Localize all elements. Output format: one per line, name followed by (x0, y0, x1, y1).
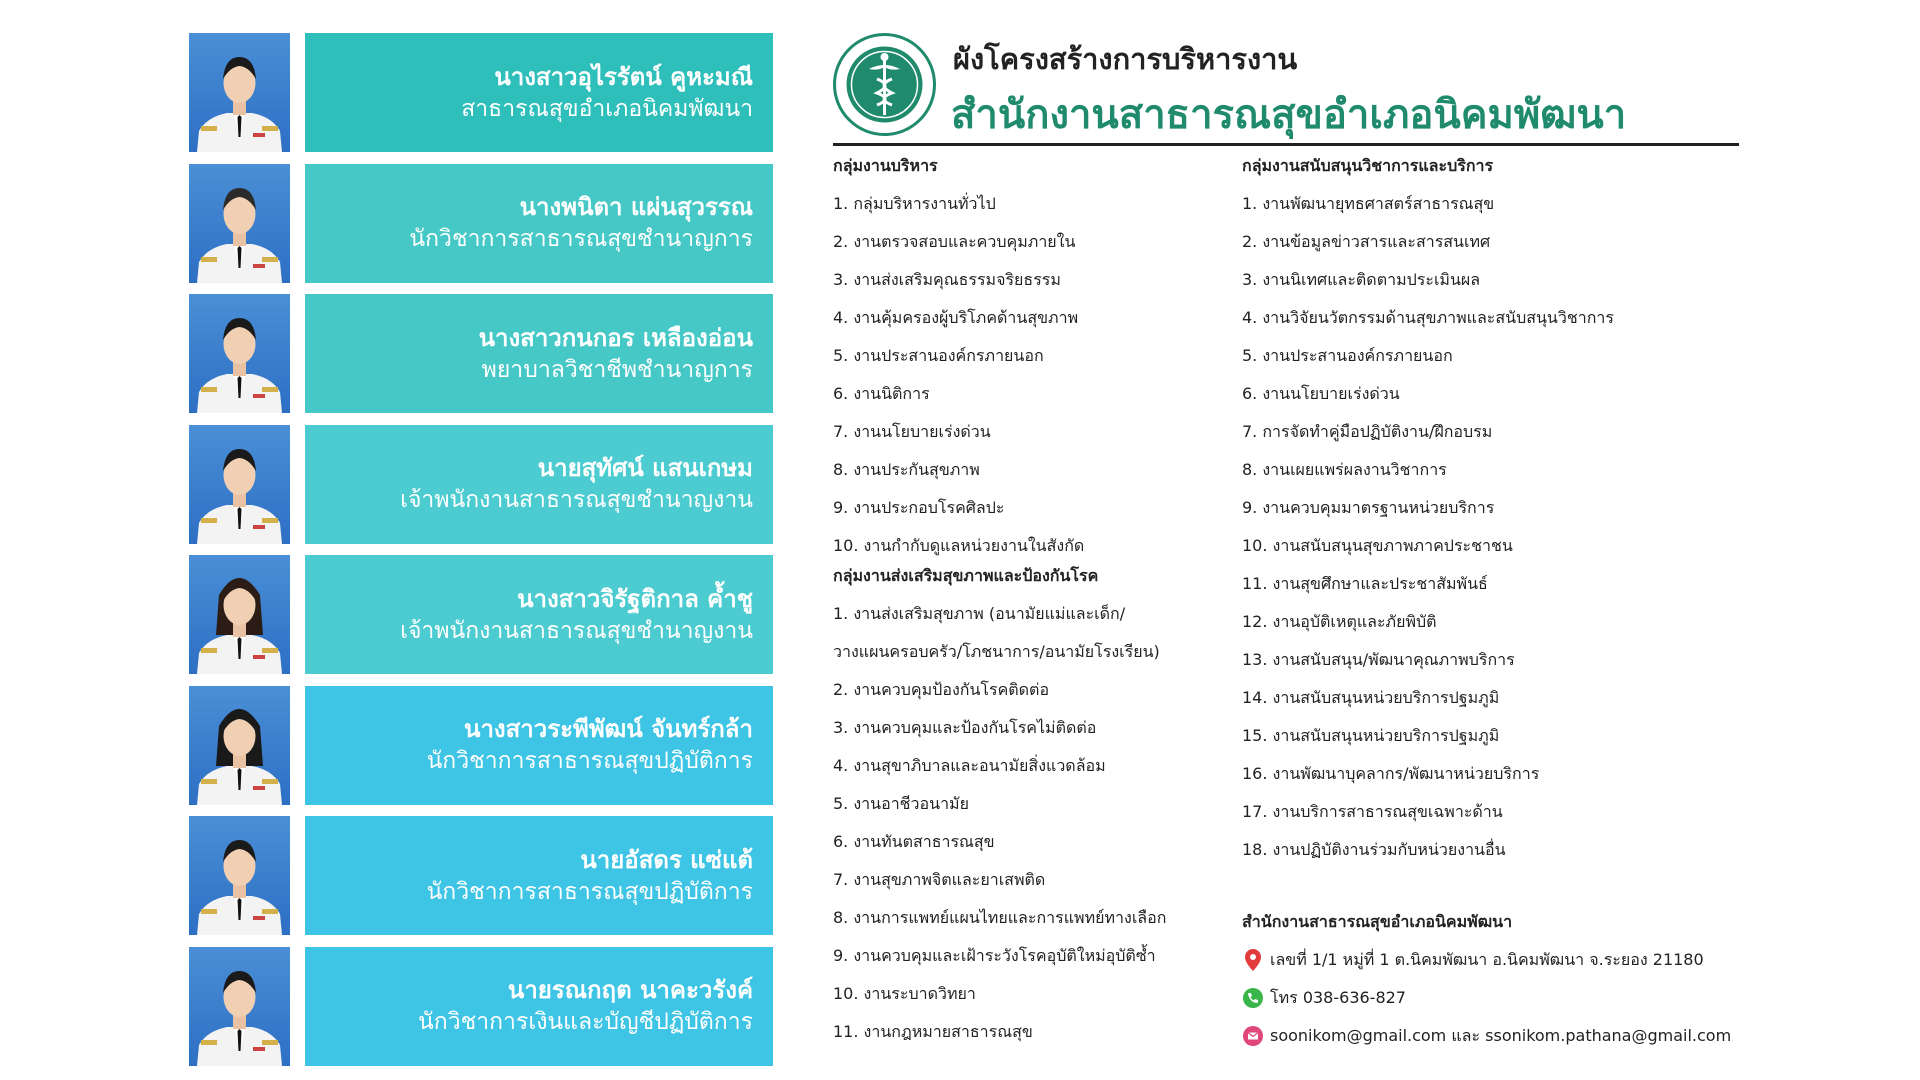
list-item: 5. งานอาชีวอนามัย (833, 794, 969, 813)
list-item: 15. งานสนับสนุนหน่วยบริการปฐมภูมิ (1242, 726, 1500, 745)
list-item: 11. งานกฎหมายสาธารณสุข (833, 1022, 1033, 1041)
staff-name-card (305, 555, 773, 674)
staff-photo (189, 555, 290, 674)
staff-name: นายอัสดร แซ่แต้ (580, 845, 753, 874)
staff-row (189, 947, 773, 1066)
group-admin (833, 155, 1233, 557)
list-item: 3. งานควบคุมและป้องกันโรคไม่ติดต่อ (833, 718, 1097, 737)
contact-phone (1242, 987, 1742, 1009)
phone-icon (1242, 987, 1264, 1009)
list-item: 3. งานส่งเสริมคุณธรรมจริยธรรม (833, 270, 1061, 289)
staff-position: พยาบาลวิชาชีพชำนาญการ (481, 356, 753, 383)
list-item: 9. งานควบคุมมาตรฐานหน่วยบริการ (1242, 498, 1495, 517)
staff-photo (189, 425, 290, 544)
list-item: 6. งานนโยบายเร่งด่วน (1242, 384, 1400, 403)
staff-name-card (305, 816, 773, 935)
list-item: 8. งานเผยแพร่ผลงานวิชาการ (1242, 460, 1447, 479)
list-item: 4. งานวิจัยนวัตกรรมด้านสุขภาพและสนับสนุนวิชาการ (1242, 308, 1614, 327)
group-title: กลุ่มงานบริหาร (833, 156, 938, 175)
group-health-promotion-list (833, 603, 1233, 1043)
staff-row (189, 686, 773, 805)
staff-name: นางสาวระพีพัฒน์ จันทร์กล้า (464, 715, 753, 743)
group-academic-support-list (1242, 193, 1742, 861)
staff-name-card (305, 686, 773, 805)
staff-name-card (305, 33, 773, 152)
staff-row (189, 816, 773, 935)
staff-photo (189, 947, 290, 1066)
group-health-promotion (833, 565, 1233, 1043)
staff-name: นายรณกฤต นาคะวรังค์ (507, 976, 753, 1004)
contact-address (1242, 949, 1742, 971)
list-item: 2. งานตรวจสอบและควบคุมภายใน (833, 232, 1076, 251)
list-item: 5. งานประสานองค์กรภายนอก (833, 346, 1044, 365)
list-item: 8. งานประกันสุขภาพ (833, 460, 980, 479)
staff-photo (189, 164, 290, 283)
staff-name-card (305, 164, 773, 283)
group-title: กลุ่มงานส่งเสริมสุขภาพและป้องกันโรค (833, 566, 1099, 585)
right-groups-column (1242, 155, 1742, 877)
staff-position: นักวิชาการสาธารณสุขชำนาญการ (409, 226, 753, 252)
list-item: 7. งานสุขภาพจิตและยาเสพติด (833, 870, 1046, 889)
list-item: 9. งานควบคุมและเฝ้าระวังโรคอุบัติใหม่อุบัติซ้ำ (833, 946, 1156, 965)
group-admin-list (833, 193, 1233, 557)
staff-row (189, 33, 773, 152)
contact-title: สำนักงานสาธารณสุขอำเภอนิคมพัฒนา (1242, 912, 1513, 931)
staff-photo (189, 33, 290, 152)
list-item: 6. งานทันตสาธารณสุข (833, 832, 995, 851)
left-groups-column (833, 155, 1233, 1059)
office-title: สำนักงานสาธารณสุขอำเภอนิคมพัฒนา (951, 92, 1627, 138)
staff-photo (189, 294, 290, 413)
staff-row (189, 425, 773, 544)
staff-position: เจ้าพนักงานสาธารณสุขชำนาญงาน (400, 487, 753, 513)
list-item: 7. การจัดทำคู่มือปฏิบัติงาน/ฝึกอบรม (1242, 422, 1493, 441)
list-item: 13. งานสนับสนุน/พัฒนาคุณภาพบริการ (1242, 650, 1515, 669)
staff-position: สาธารณสุขอำเภอนิคมพัฒนา (461, 95, 753, 122)
staff-name: นางสาวจิรัฐติกาล ค้ำชู (517, 584, 753, 613)
list-item: 11. งานสุขศึกษาและประชาสัมพันธ์ (1242, 574, 1488, 593)
list-item: 2. งานข้อมูลข่าวสารและสารสนเทศ (1242, 232, 1491, 251)
list-item: 14. งานสนับสนุนหน่วยบริการปฐมภูมิ (1242, 688, 1500, 707)
header-divider (833, 143, 1739, 146)
staff-photo (189, 686, 290, 805)
contact-phone-text: โทร 038-636-827 (1270, 988, 1406, 1007)
list-item: 10. งานสนับสนุนสุขภาพภาคประชาชน (1242, 536, 1513, 555)
list-item: 10. งานกำกับดูแลหน่วยงานในสังกัด (833, 536, 1085, 555)
contact-email (1242, 1025, 1742, 1047)
list-item: 1. งานส่งเสริมสุขภาพ (อนามัยแม่และเด็ก/ (833, 604, 1126, 623)
list-item: วางแผนครอบครัว/โภชนาการ/อนามัยโรงเรียน) (833, 642, 1160, 661)
list-item: 5. งานประสานองค์กรภายนอก (1242, 346, 1453, 365)
staff-name-card (305, 425, 773, 544)
list-item: 1. งานพัฒนายุทธศาสตร์สาธารณสุข (1242, 194, 1495, 213)
staff-position: นักวิชาการเงินและบัญชีปฏิบัติการ (418, 1009, 753, 1035)
list-item: 3. งานนิเทศและติดตามประเมินผล (1242, 270, 1481, 289)
list-item: 1. กลุ่มบริหารงานทั่วไป (833, 194, 996, 213)
staff-name: นางพนิตา แผ่นสุวรรณ (519, 193, 753, 221)
contact-block (1242, 911, 1742, 1063)
list-item: 8. งานการแพทย์แผนไทยและการแพทย์ทางเลือก (833, 908, 1167, 927)
group-title: กลุ่มงานสนับสนุนวิชาการและบริการ (1242, 156, 1494, 175)
staff-row (189, 294, 773, 413)
list-item: 10. งานระบาดวิทยา (833, 984, 976, 1003)
staff-name: นายสุทัศน์ แสนเกษม (537, 454, 753, 482)
list-item: 9. งานประกอบโรคศิลปะ (833, 498, 1005, 517)
list-item: 6. งานนิติการ (833, 384, 930, 403)
staff-position: นักวิชาการสาธารณสุขปฏิบัติการ (426, 748, 753, 774)
list-item: 12. งานอุบัติเหตุและภัยพิบัติ (1242, 612, 1437, 631)
list-item: 16. งานพัฒนาบุคลากร/พัฒนาหน่วยบริการ (1242, 764, 1540, 783)
staff-name-card (305, 294, 773, 413)
list-item: 18. งานปฏิบัติงานร่วมกับหน่วยงานอื่น (1242, 840, 1506, 859)
ministry-of-public-health-seal-icon (833, 33, 936, 136)
map-pin-icon (1242, 949, 1264, 971)
staff-photo (189, 816, 290, 935)
staff-name: นางสาวกนกอร เหลืองอ่อน (478, 323, 753, 352)
list-item: 7. งานนโยบายเร่งด่วน (833, 422, 991, 441)
list-item: 4. งานสุขาภิบาลและอนามัยสิ่งแวดล้อม (833, 756, 1106, 775)
list-item: 4. งานคุ้มครองผู้บริโภคด้านสุขภาพ (833, 308, 1079, 327)
staff-position: นักวิชาการสาธารณสุขปฏิบัติการ (426, 878, 753, 905)
list-item: 17. งานบริการสาธารณสุขเฉพาะด้าน (1242, 802, 1503, 821)
list-item: 2. งานควบคุมป้องกันโรคติดต่อ (833, 680, 1050, 699)
staff-row (189, 164, 773, 283)
page-title: ผังโครงสร้างการบริหารงาน (953, 42, 1298, 76)
staff-row (189, 555, 773, 674)
email-icon (1242, 1025, 1264, 1047)
contact-address-text: เลขที่ 1/1 หมู่ที่ 1 ต.นิคมพัฒนา อ.นิคมพัฒนา จ.ระยอง 21180 (1270, 950, 1704, 969)
staff-name-card (305, 947, 773, 1066)
contact-email-text: soonikom@gmail.com และ ssonikom.pathana@gmail.com (1270, 1026, 1732, 1045)
staff-position: เจ้าพนักงานสาธารณสุขชำนาญงาน (400, 617, 753, 644)
staff-name: นางสาวอุไรรัตน์ คูหะมณี (494, 62, 753, 91)
